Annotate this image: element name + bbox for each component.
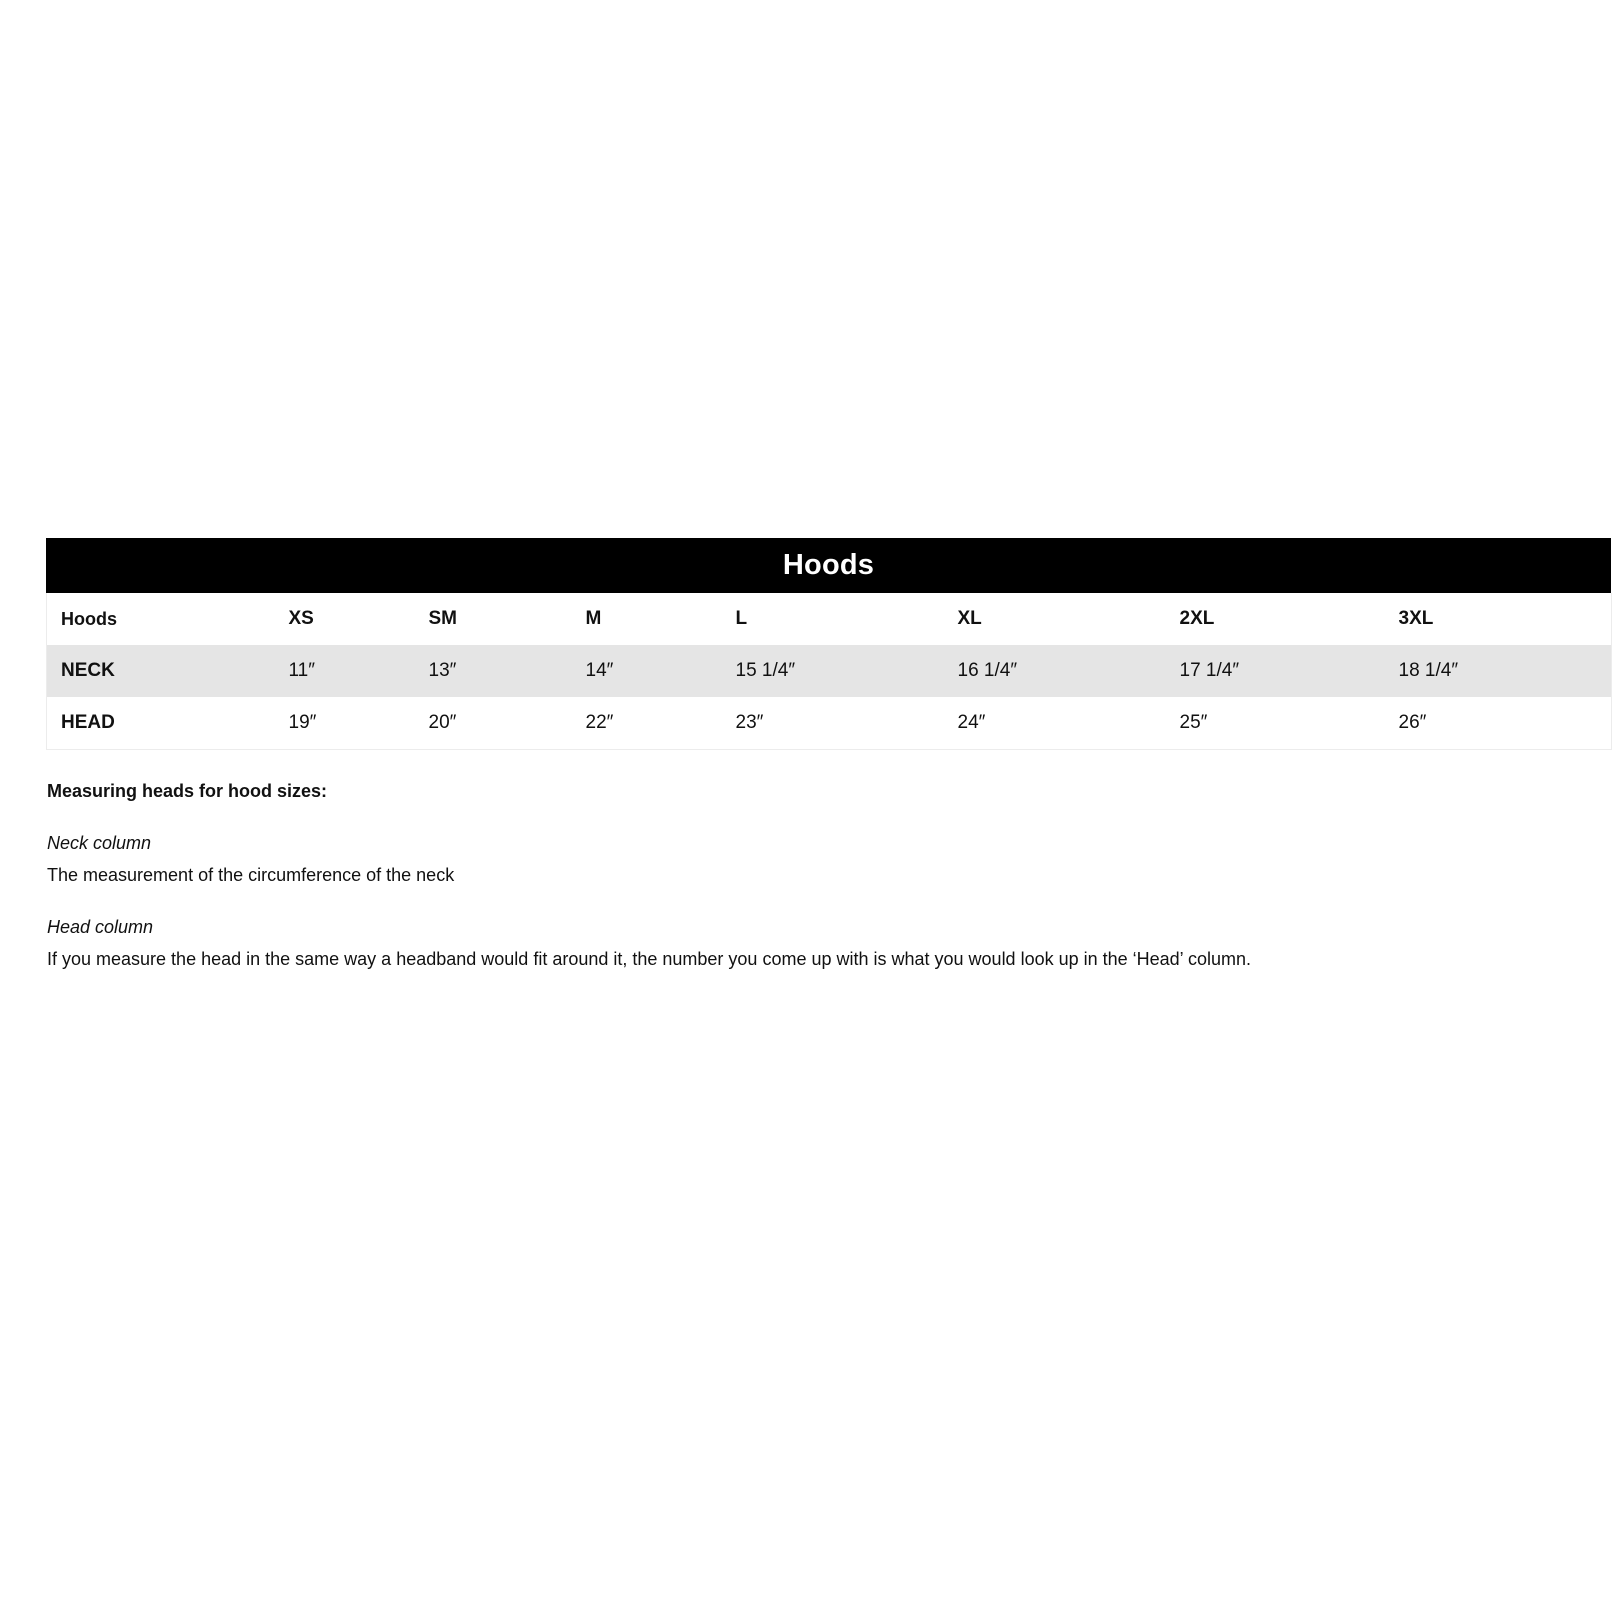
table-cell: 18 1/4″ — [1385, 645, 1612, 697]
table-cell: 20″ — [415, 697, 572, 750]
table-cell: 23″ — [722, 697, 944, 750]
table-cell: 15 1/4″ — [722, 645, 944, 697]
column-header-xs: XS — [275, 593, 415, 645]
table-cell: 22″ — [572, 697, 722, 750]
note-head-column — [47, 911, 1447, 975]
size-chart — [46, 538, 1611, 750]
column-header-hoods: Hoods — [47, 593, 275, 645]
table-cell: 14″ — [572, 645, 722, 697]
note-term: Head column — [47, 917, 154, 937]
size-table — [46, 593, 1612, 750]
table-cell: 17 1/4″ — [1166, 645, 1385, 697]
note-neck-column — [47, 827, 1447, 891]
table-row-head — [47, 697, 1612, 750]
note-description: If you measure the head in the same way a headband would fit around it, the number you come up with is what you would look up in the ‘Head’ column. — [47, 949, 1252, 969]
table-cell: 13″ — [415, 645, 572, 697]
note-term: Neck column — [47, 833, 152, 853]
notes-heading: Measuring heads for hood sizes: — [47, 781, 328, 801]
column-header-3xl: 3XL — [1385, 593, 1612, 645]
table-cell: 11″ — [275, 645, 415, 697]
size-chart-title: Hoods — [46, 538, 1611, 593]
column-header-2xl: 2XL — [1166, 593, 1385, 645]
table-cell: 26″ — [1385, 697, 1612, 750]
row-label-neck: NECK — [47, 645, 275, 697]
note-description: The measurement of the circumference of the neck — [47, 865, 455, 885]
table-cell: 24″ — [944, 697, 1166, 750]
column-header-sm: SM — [415, 593, 572, 645]
table-cell: 19″ — [275, 697, 415, 750]
table-cell: 25″ — [1166, 697, 1385, 750]
column-header-m: M — [572, 593, 722, 645]
measuring-notes — [47, 775, 1447, 995]
row-label-head: HEAD — [47, 697, 275, 750]
table-row-neck — [47, 645, 1612, 697]
column-header-l: L — [722, 593, 944, 645]
table-header-row — [47, 593, 1612, 645]
table-cell: 16 1/4″ — [944, 645, 1166, 697]
column-header-xl: XL — [944, 593, 1166, 645]
